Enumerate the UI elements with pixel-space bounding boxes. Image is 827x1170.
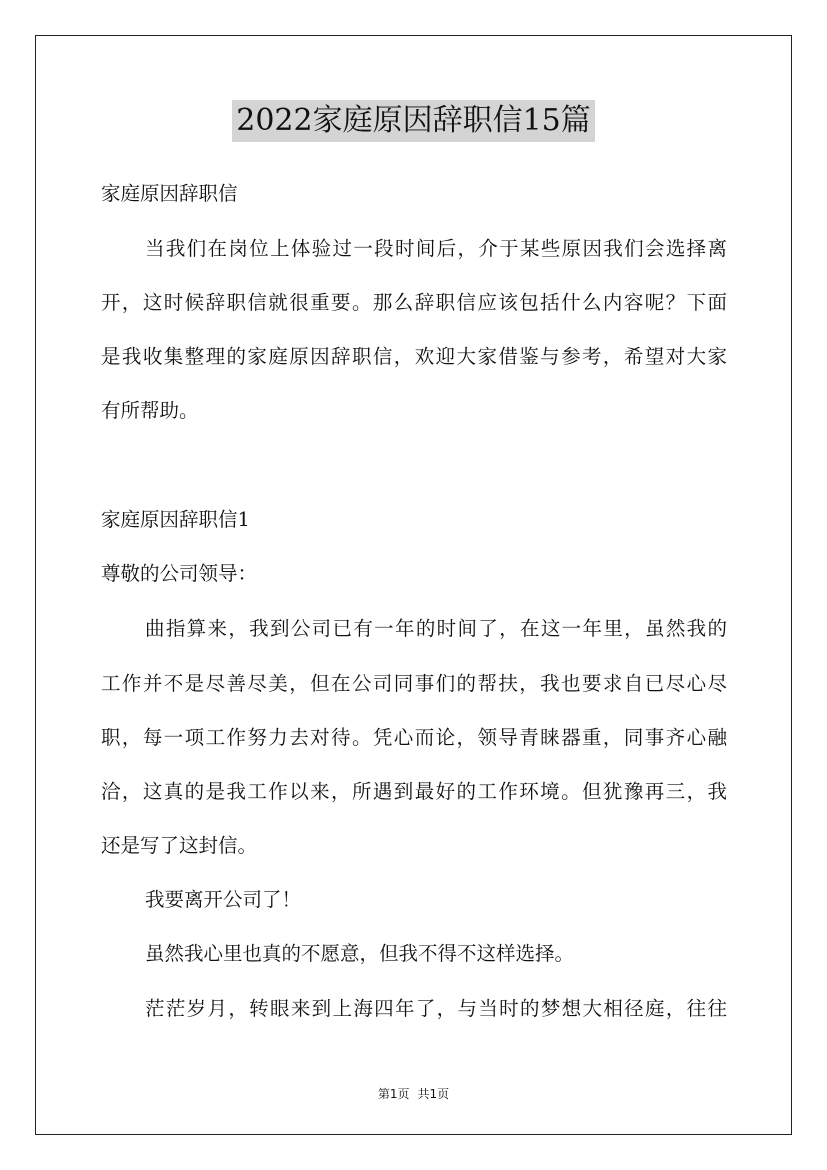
title-container [0,100,827,142]
page-footer [0,1085,827,1102]
letter-heading: 家庭原因辞职信1 [101,508,250,531]
para1-line-4: 洽，这真的是我工作以来，所遇到最好的工作环境。但犹豫再三，我 [101,780,727,803]
para3: 虽然我心里也真的不愿意，但我不得不这样选择。 [145,942,575,965]
para1-line-1: 曲指算来，我到公司已有一年的时间了，在这一年里，虽然我的 [145,617,727,640]
para2: 我要离开公司了！ [145,888,302,911]
page-number: 第1页 [377,1087,410,1101]
intro-line-1: 当我们在岗位上体验过一段时间后，介于某些原因我们会选择离 [145,237,727,260]
para1-line-3: 职，每一项工作努力去对待。凭心而论，领导青睐器重，同事齐心融 [101,726,727,749]
para4-line-1: 茫茫岁月，转眼来到上海四年了，与当时的梦想大相径庭，往往 [145,997,727,1020]
intro-line-2: 开，这时候辞职信就很重要。那么辞职信应该包括什么内容呢？下面 [101,291,727,314]
intro-line-4: 有所帮助。 [101,399,199,422]
intro-line-3: 是我收集整理的家庭原因辞职信，欢迎大家借鉴与参考，希望对大家 [101,345,727,368]
document-title: 2022家庭原因辞职信15篇 [232,100,595,142]
salutation: 尊敬的公司领导： [101,562,258,585]
para1-line-2: 工作并不是尽善尽美，但在公司同事们的帮扶，我也要求自已尽心尽 [101,672,727,695]
para1-line-5: 还是写了这封信。 [101,834,258,857]
section-heading: 家庭原因辞职信 [101,182,238,205]
page-total: 共1页 [417,1087,450,1101]
